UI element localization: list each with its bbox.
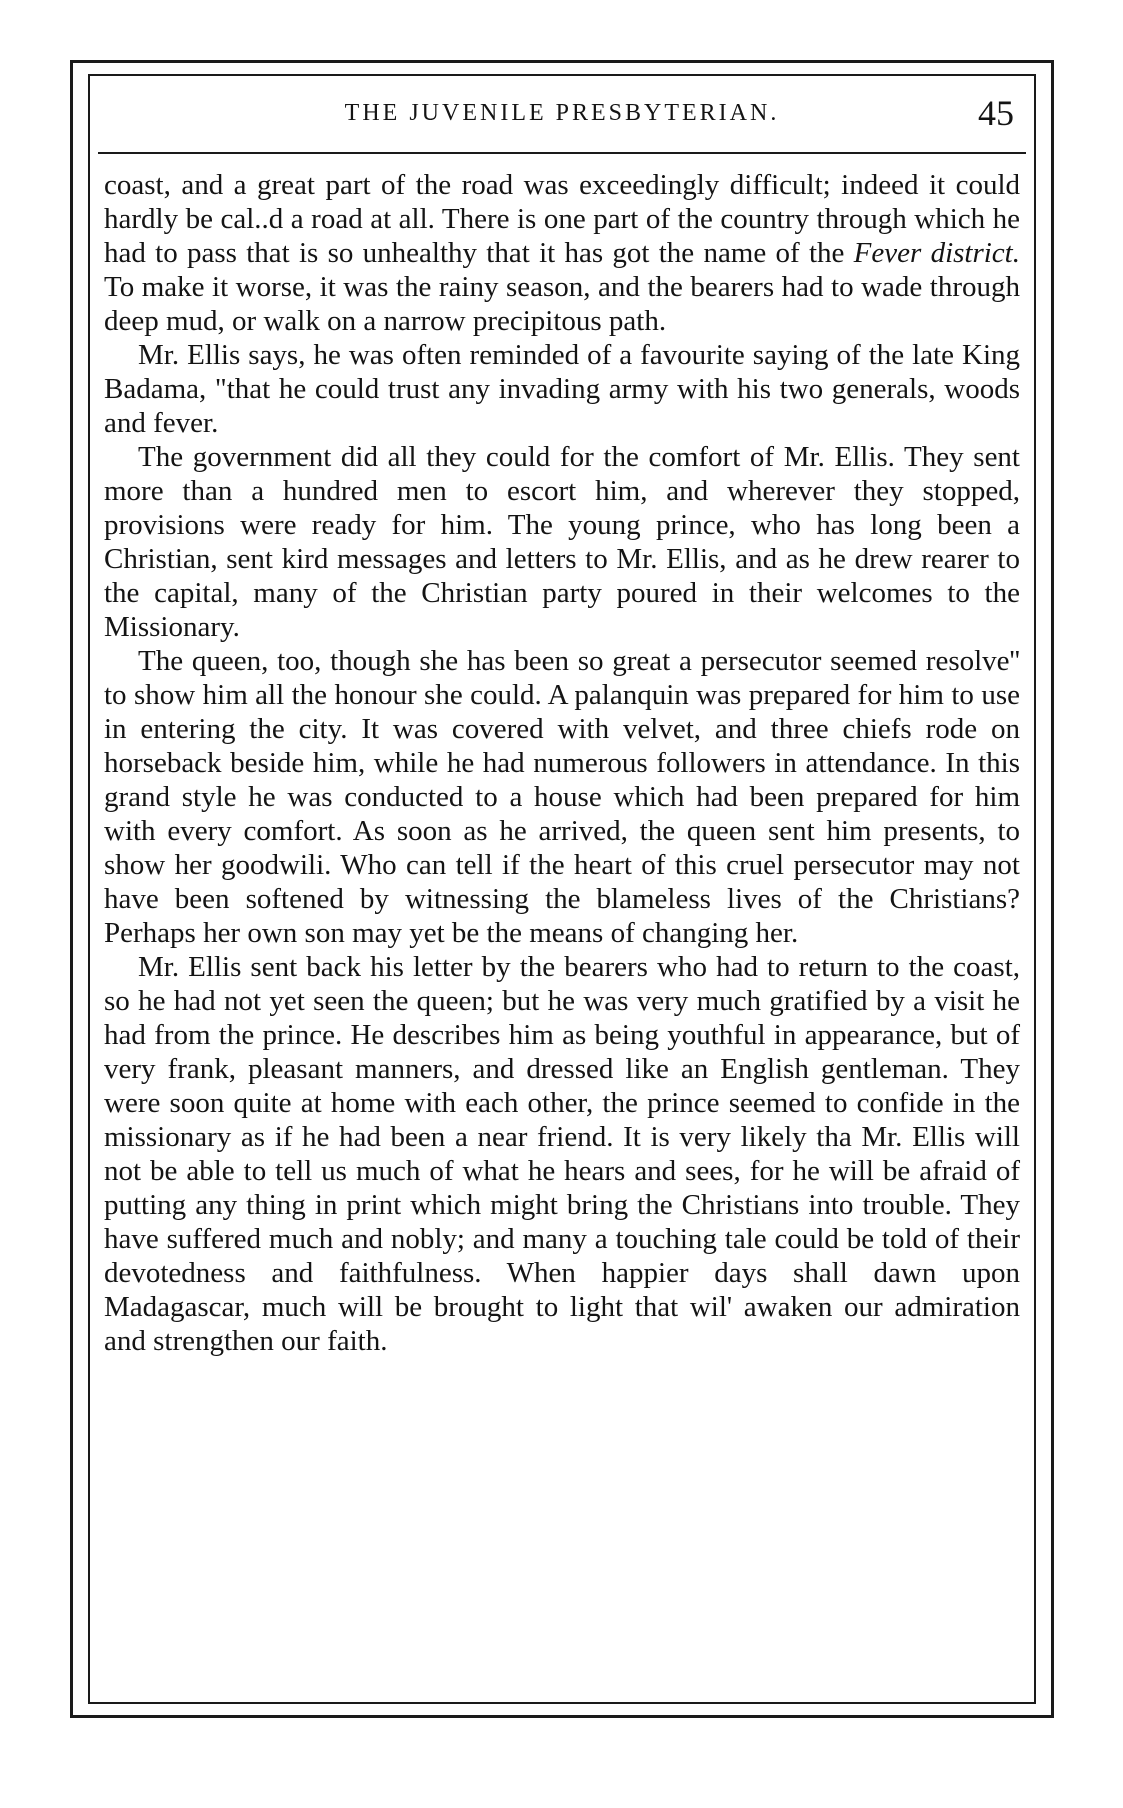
paragraph-1-text-a: coast, and a great part of the road was exceedingly difficult; indeed it could hardly be cal..d a road at all. There is one part of the country through which he had to pass that is so unhealthy that it has got the name of the [104, 169, 1020, 269]
paragraph-1 [104, 168, 1020, 338]
article-body [104, 168, 1020, 1358]
paragraph-5: Mr. Ellis sent back his letter by the bearers who had to return to the coast, so he had not yet seen the queen; but he was very much gratified by a visit he had from the prince. He describes him as being youthful in appearance, but of very frank, pleasant manners, and dressed like an English gentleman. They were soon quite at home with each other, the prince seemed to confide in the missionary as if he had been a near friend. It is very likely tha Mr. Ellis will not be able to tell us much of what he hears and sees, for he will be afraid of putting any thing in print which might bring the Christians into trouble. They have suffered much and nobly; and many a touching tale could be told of their devotedness and faithfulness. When happier days shall dawn upon Madagascar, much will be brought to light that wil' awaken our admiration and strengthen our faith. [104, 951, 1020, 1357]
page-number: 45 [978, 93, 1014, 133]
paragraph-3: The government did all they could for the comfort of Mr. Ellis. They sent more than a hundred men to escort him, and wherever they stopped, provisions were ready for him. The young prince, who has long been a Christian, sent kird messages and letters to Mr. Ellis, and as he drew rearer to the capital, many of the Christian party poured in their welcomes to the Missionary. [104, 441, 1020, 643]
page-header [98, 88, 1026, 146]
running-title: THE JUVENILE PRESBYTERIAN. [344, 100, 780, 126]
paragraph-1-text-b: To make it worse, it was the rainy season, and the bearers had to wade through deep mud, or walk on a narrow precipitous path. [104, 271, 1020, 337]
paragraph-4: The queen, too, though she has been so great a persecutor seemed resolve'' to show him all the honour she could. A palanquin was prepared for him to use in entering the city. It was covered with velvet, and three chiefs rode on horseback beside him, while he had numerous followers in attendance. In this grand style he was conducted to a house which had been prepared for him with every comfort. As soon as he arrived, the queen sent him presents, to show her goodwili. Who can tell if the heart of this cruel persecutor may not have been softened by witnessing the blameless lives of the Christians? Perhaps her own son may yet be the means of changing her. [104, 645, 1020, 949]
paragraph-2: Mr. Ellis says, he was often reminded of a favourite saying of the late King Badama, "that he could trust any invading army with his two generals, woods and fever. [104, 339, 1020, 439]
header-rule [98, 152, 1026, 154]
fever-district-italic: Fever district. [853, 237, 1020, 269]
